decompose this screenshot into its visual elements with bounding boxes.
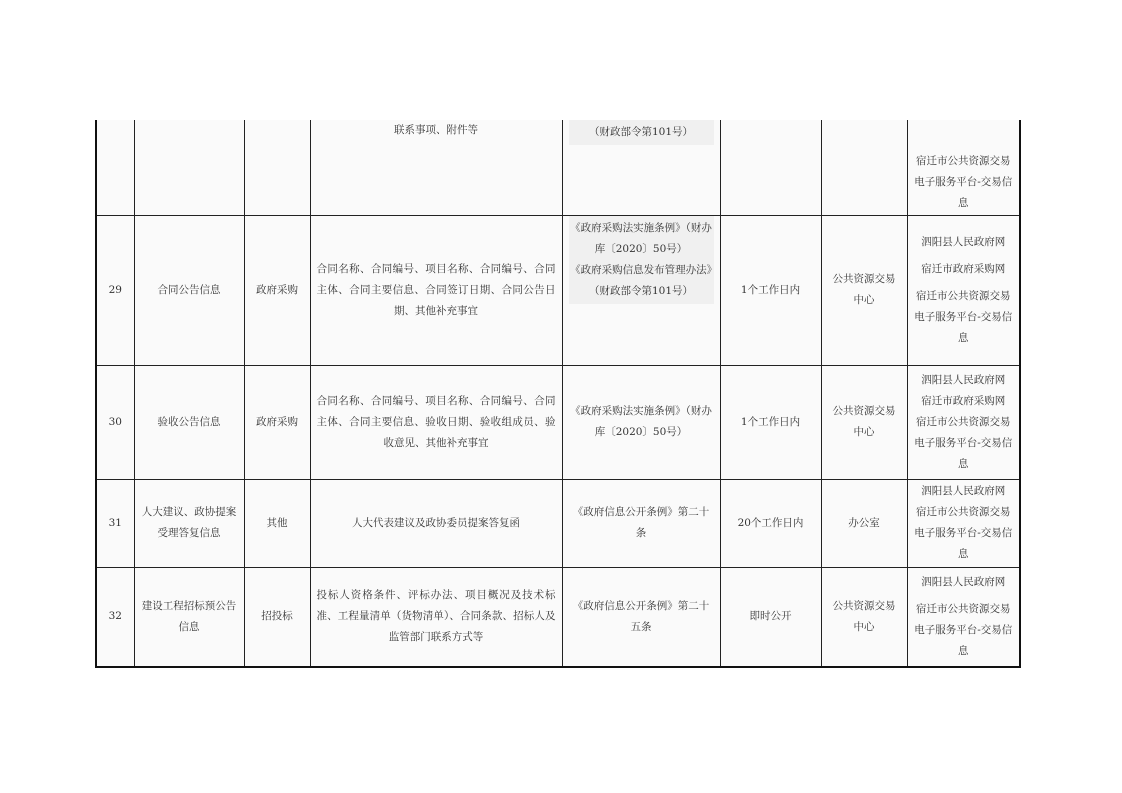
category-cell: 其他 bbox=[244, 479, 310, 567]
content-text: 合同名称、合同编号、项目名称、合同编号、合同主体、合同主要信息、合同签订日期、合同公告日期、其他补充事宜 bbox=[316, 262, 556, 317]
basis-line: 《政府采购信息发布管理办法》（财政部令第101号） bbox=[570, 263, 712, 297]
table-row bbox=[96, 567, 1020, 667]
basis-cell bbox=[562, 215, 720, 365]
basis-text: 《政府采购法实施条例》（财办库〔2020〕50号） bbox=[570, 405, 712, 438]
basis-cell bbox=[562, 120, 720, 215]
content-cell bbox=[310, 479, 562, 567]
channel-cell bbox=[907, 365, 1020, 479]
category-cell: 政府采购 bbox=[244, 365, 310, 479]
row-number-cell: 32 bbox=[96, 567, 134, 667]
channel-text: 宿迁市公共资源交易电子服务平台-交易信息 bbox=[914, 289, 1013, 344]
basis-cell bbox=[562, 567, 720, 667]
basis-cell bbox=[562, 365, 720, 479]
disclosure-table bbox=[95, 120, 1021, 668]
content-cell bbox=[310, 120, 562, 215]
time-limit-cell: 1个工作日内 bbox=[720, 365, 821, 479]
basis-text bbox=[569, 216, 714, 304]
time-limit-cell bbox=[720, 120, 821, 215]
content-cell bbox=[310, 215, 562, 365]
table-row bbox=[96, 215, 1020, 365]
content-text: 合同名称、合同编号、项目名称、合同编号、合同主体、合同主要信息、验收日期、验收组成员、验收意见、其他补充事宜 bbox=[316, 394, 556, 449]
table-row bbox=[96, 120, 1020, 215]
content-text: 投标人资格条件、评标办法、项目概况及技术标准、工程量清单（货物清单）、合同条款、招标人及监管部门联系方式等 bbox=[316, 589, 556, 644]
content-text: 联系事项、附件等 bbox=[394, 124, 478, 136]
row-number-cell bbox=[96, 120, 134, 215]
time-limit-cell: 1个工作日内 bbox=[720, 215, 821, 365]
table-row bbox=[96, 365, 1020, 479]
item-name-cell: 合同公告信息 bbox=[134, 215, 244, 365]
item-name-cell bbox=[134, 120, 244, 215]
basis-line: 《政府采购法实施条例》（财办库〔2020〕50号） bbox=[570, 221, 712, 255]
subject-cell: 公共资源交易中心 bbox=[821, 215, 907, 365]
row-number-cell: 29 bbox=[96, 215, 134, 365]
subject-cell bbox=[821, 120, 907, 215]
time-limit-cell: 20个工作日内 bbox=[720, 479, 821, 567]
content-cell bbox=[310, 567, 562, 667]
channel-text: 泗阳县人民政府网 bbox=[921, 235, 1006, 248]
channel-text: 宿迁市公共资源交易电子服务平台-交易信息 bbox=[914, 415, 1013, 470]
basis-text: （财政部令第101号） bbox=[569, 120, 714, 145]
channel-text: 宿迁市公共资源交易电子服务平台-交易信息 bbox=[914, 602, 1013, 657]
item-name-cell: 验收公告信息 bbox=[134, 365, 244, 479]
row-number-cell: 31 bbox=[96, 479, 134, 567]
channel-text: 泗阳县人民政府网 bbox=[921, 575, 1006, 588]
channel-cell bbox=[907, 567, 1020, 667]
category-cell: 招投标 bbox=[244, 567, 310, 667]
channel-text: 宿迁市公共资源交易电子服务平台-交易信息 bbox=[914, 154, 1013, 209]
basis-text: 《政府信息公开条例》第二十条 bbox=[572, 506, 710, 539]
content-text: 人大代表建议及政协委员提案答复函 bbox=[352, 516, 520, 529]
channel-text: 宿迁市政府采购网 bbox=[921, 394, 1006, 407]
channel-cell bbox=[907, 479, 1020, 567]
table-row bbox=[96, 479, 1020, 567]
channel-text: 泗阳县人民政府网 bbox=[921, 373, 1006, 386]
category-cell: 政府采购 bbox=[244, 215, 310, 365]
channel-text: 泗阳县人民政府网 bbox=[921, 485, 1006, 497]
basis-cell bbox=[562, 479, 720, 567]
category-cell bbox=[244, 120, 310, 215]
subject-cell: 公共资源交易中心 bbox=[821, 365, 907, 479]
row-number-cell: 30 bbox=[96, 365, 134, 479]
subject-cell: 办公室 bbox=[821, 479, 907, 567]
channel-text: 宿迁市政府采购网 bbox=[921, 262, 1006, 275]
item-name-cell: 人大建议、政协提案受理答复信息 bbox=[134, 479, 244, 567]
item-name-cell: 建设工程招标预公告信息 bbox=[134, 567, 244, 667]
subject-cell: 公共资源交易中心 bbox=[821, 567, 907, 667]
content-cell bbox=[310, 365, 562, 479]
channel-cell bbox=[907, 215, 1020, 365]
channel-cell bbox=[907, 120, 1020, 215]
basis-text: 《政府信息公开条例》第二十五条 bbox=[572, 599, 710, 633]
time-limit-cell: 即时公开 bbox=[720, 567, 821, 667]
channel-text: 宿迁市公共资源交易电子服务平台-交易信息 bbox=[914, 506, 1013, 560]
